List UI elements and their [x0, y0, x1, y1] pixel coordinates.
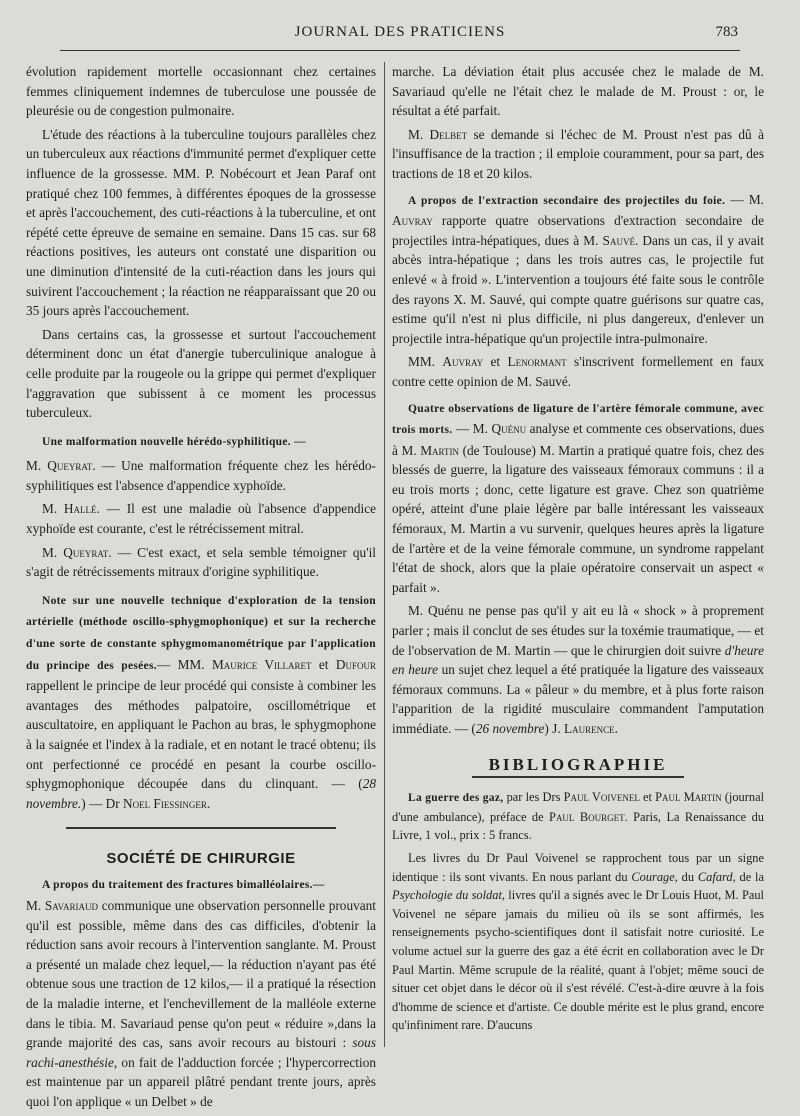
text-run: par les Drs	[503, 790, 564, 805]
text-run: — M.	[725, 191, 765, 207]
author-name: M. Delbet	[408, 126, 468, 142]
text-run: communique une observation personnelle prouvant qu'il est possible, même dans des cas difficiles, d'obtenir la réduction sans avoir recours à l'intervention sanglante. M. Proust a présenté un malade chez lequel,— la réduction n'ayant pas été obtenue sous une traction de 12 kilos,— il a pratiqué la résection de la maladie interne, et l'enchevillement de la malléole externe dans le tibia. M. Savariaud pense qu'on peut « réduire »,dans la grande majorité des cas, sans avoir recours au bistouri :	[26, 898, 376, 1051]
paragraph	[26, 499, 376, 538]
text-run: rapporte quatre observations d'extraction secondaire de projectiles intra-hépatiques, dues à M.	[392, 213, 764, 248]
bibliography-entry	[392, 788, 764, 845]
paragraph	[392, 125, 764, 184]
signature: Noel Fiessinger.	[123, 795, 211, 811]
paragraph	[26, 543, 376, 582]
text-run: , de la	[732, 869, 764, 884]
running-header	[60, 20, 740, 51]
text-run: se demande si l'échec de M. Proust n'est pas dû à l'insuffisance de la traction ; il emploie couramment, pour sa part, des tractions de 18 et 20 kilos.	[392, 126, 764, 181]
text-run: , livres qu'il a signés avec le Dr Louis Huot, M. Paul Voivenel ne sépare jamais du milieu où ils se sont affirmés, les renseignements psycho-scientifiques dont il satisfait notre curiosité. Le volume actuel sur la guerre des gaz a été écrit en collaboration avec le Dr Paul Martin. Même scrupule de la réalité, quant à l'objet; même souci de situer cet objet dans le décor où il s'est révélé. C'est-à-dire œuvre à la fois d'homme de science et d'artiste. Ce double mérite est le plus grand, encore qu'infiniment rare. D'aucuns	[392, 888, 764, 1033]
text-run: Les livres du Dr Paul Voivenel se rapprochent tous par un signe identique : ils sont vivants. En nous parlant du	[392, 850, 764, 884]
italic-text: Courage	[631, 869, 675, 884]
text-run: — Une malformation fréquente chez les hérédo-syphilitiques est l'absence d'appendice xyphoïde.	[26, 458, 376, 493]
right-column	[392, 62, 764, 1039]
date: 28 novembre.	[26, 776, 376, 811]
journal-title: JOURNAL DES PRATICIENS	[294, 24, 506, 40]
heading-text: A propos de l'extraction secondaire des projectiles du foie.	[408, 194, 726, 207]
paragraph	[392, 352, 764, 391]
author-name: Sauvé	[602, 232, 635, 248]
author-name: Maurice Villaret	[211, 656, 312, 672]
paragraph	[26, 874, 376, 1111]
author-name: Lenormant	[507, 354, 567, 370]
signature: Laurence.	[563, 721, 618, 736]
author-name: Martin	[420, 442, 460, 458]
heading-text: La guerre des gaz,	[408, 792, 504, 805]
text-run: . Dans un cas, il y avait abcès intra-hépatique ; dans les trois autres cas, le projectile fut enlevé « à froid ». L'intervention a toujours été faite sous le contrôle des rayons X. M. Sauvé, qui compte quatre guérisons sur quatre cas, estime qu'il n'est ni plus difficile, ni plus dangereux, d'enlever un projectile intra-hépatique qu'un projectile intra-pulmonaire.	[392, 232, 764, 346]
bibliography-title: BIBLIOGRAPHIE	[488, 754, 668, 774]
italic-text: sous rachi-anesthésie	[26, 1035, 376, 1070]
author-name: Paul Voivenel	[563, 790, 640, 805]
paragraph	[392, 849, 764, 1035]
paragraph: évolution rapidement mortelle occasionnant chez certaines femmes cliniquement indemnes de tuberculose une poussée de pleurésie ou de congestion pulmonaire.	[26, 64, 376, 119]
author-name: M. Queyrat.	[26, 458, 96, 474]
bibliography-rule	[472, 776, 684, 778]
heading-text: Une malformation nouvelle hérédo-syphilitique. —	[42, 435, 306, 448]
heading-text: Note sur une nouvelle technique d'exploration de la tension artérielle (méthode oscillo-sphygmophonique) et sur la recherche d'une sorte de constante sphygmomanométrique par l'application du principe des pesées.	[26, 594, 376, 672]
italic-text: Cafard	[697, 869, 733, 884]
text-run: M. Quénu ne pense pas qu'il y ait eu là « shock » à proprement parler ; mais il conclut de ses études sur la toxémie traumatique, — et de l'observation de M. Martin — que le chirurgien doit suivre	[392, 603, 764, 658]
text-run: rappellent le principe de leur procédé qui consiste à combiner les avantages des méthodes palpatoire, oscillométrique et auscultatoire, en appliquant le Pachon au bras, le sphygmophone à la saignée et l'index à la radiale, et en notant le tracé obtenu; ils ont perfectionné ce procédé en pesant la courbe oscillo-sphygmophonique découpée dans du clinquant. — (	[26, 678, 376, 792]
text-run: — C'est exact, et sela semble témoigner qu'il s'agit de rétrécissements mitraux d'origine syphilitique.	[26, 544, 376, 580]
paragraph	[26, 590, 376, 814]
text-run: Paris, La Renaissance du Livre, 1 vol., prix : 5 francs.	[392, 809, 764, 843]
italic-text: d'heure en heure	[392, 642, 764, 678]
section-title: SOCIÉTÉ DE CHIRURGIE	[106, 849, 296, 867]
text-run: ) — Dr	[81, 795, 123, 811]
text-run: MM.	[408, 354, 443, 370]
paragraph	[392, 601, 764, 738]
paragraph: Dans certains cas, la grossesse et surtout l'accouchement déterminent donc un état d'anergie tuberculinique analogue à celle produite par la rougeole ou la grippe qui permet d'expliquer l'aggravation que subissent à ce moment les processus tuberculeux.	[26, 326, 376, 421]
text-run: — Il est une maladie où l'absence d'appendice xyphoïde est courante, c'est le rétrécissement mitral.	[26, 501, 376, 537]
text-run: , du	[674, 869, 698, 884]
column-divider	[384, 62, 385, 1047]
author-name: Auvray	[442, 354, 484, 370]
author-name: Paul Martin	[655, 790, 722, 805]
text-run: — M.	[452, 421, 492, 437]
author-name: Dufour	[335, 656, 377, 672]
text-run: , on fait de l'adduction forcée ; l'hypercorrection est maintenue par un appareil plâtré pendant trente jours, après quoi l'on applique « un Delbet » de	[26, 1054, 376, 1109]
article-heading	[26, 431, 376, 453]
author-name: Quénu	[491, 421, 527, 437]
text-run: ) J.	[544, 721, 564, 736]
paragraph	[392, 190, 764, 349]
text-run: et	[483, 354, 508, 370]
heading-text: A propos du traitement des fractures bimalléolaires.—	[42, 879, 325, 892]
paragraph	[392, 398, 764, 598]
text-run: (journal d'une ambulance), préface de	[392, 790, 765, 824]
heading-text: Quatre observations de ligature de l'artère fémorale commune, avec trois morts.	[392, 402, 764, 437]
text-run: et	[639, 790, 656, 805]
left-column	[26, 62, 376, 1116]
paragraph: L'étude des réactions à la tuberculine toujours parallèles chez un tuberculeux aux réactions d'immunité permet d'expliquer cette influence de la grossesse. MM. P. Nobécourt et Jean Paraf ont pratiqué chez 100 femmes, à différentes époques de la grossesse et après l'accouchement, des cuti-réactions à la tuberculine, et ont répété cette épreuve de semaine en semaine. Dans 15 cas. sur 68 réactions positives, les auteurs ont constaté une disparition ou une diminution d'intensité de la cuti-réaction dans les jours qui suivirent l'accouchement ; la réaction ne réapparaissant que 20 ou 35 jours après l'accouchement.	[26, 126, 376, 319]
text-run: un sujet chez lequel a été pratiquée la ligature des vaisseaux fémoraux communs. La « pâleur » du membre, et à plus forte raison l'apparition de la rigidité musculaire commandent l'amputation immédiate. — (	[392, 662, 764, 736]
author-name: M. Queyrat.	[42, 544, 112, 560]
text-run: s'inscrivent formellement en faux contre cette opinion de M. Sauvé.	[392, 354, 764, 389]
text-run: analyse et commente ces observations, dues à M.	[392, 421, 764, 458]
author-name: M. Savariaud	[26, 898, 98, 914]
author-name: M. Hallé.	[42, 501, 100, 517]
text-run: et	[311, 656, 336, 672]
date: 26 novembre	[475, 721, 545, 736]
paragraph	[26, 456, 376, 495]
italic-text: Psychologie du soldat	[392, 888, 502, 903]
page-number: 783	[715, 24, 738, 40]
author-name: Paul Bourget.	[549, 809, 628, 824]
author-name: Auvray	[392, 213, 433, 229]
paragraph: marche. La déviation était plus accusée chez le malade de M. Savariaud qu'elle ne l'était chez le malade de M. Proust : or, le résultat a été parfait.	[392, 64, 764, 119]
section-rule	[66, 827, 336, 829]
text-run: (de Toulouse) M. Martin a pratiqué quatre fois, chez des blessés de guerre, la ligature des vaisseaux fémoraux communs : il a eu trois morts ; donc, cette ligature est grave. Chez son quatrième opéré, atteint d'une plaie légère par balle intéressant les vaisseaux fémoraux, M. Martin a vu survenir, quelques heures après la ligature de l'artère et de la veine fémorale commune, un syndrome rappelant l'état de shock, alors que la plaie opératoire conservait un aspect « parfait ».	[392, 442, 765, 595]
text-run: — MM.	[156, 656, 212, 672]
